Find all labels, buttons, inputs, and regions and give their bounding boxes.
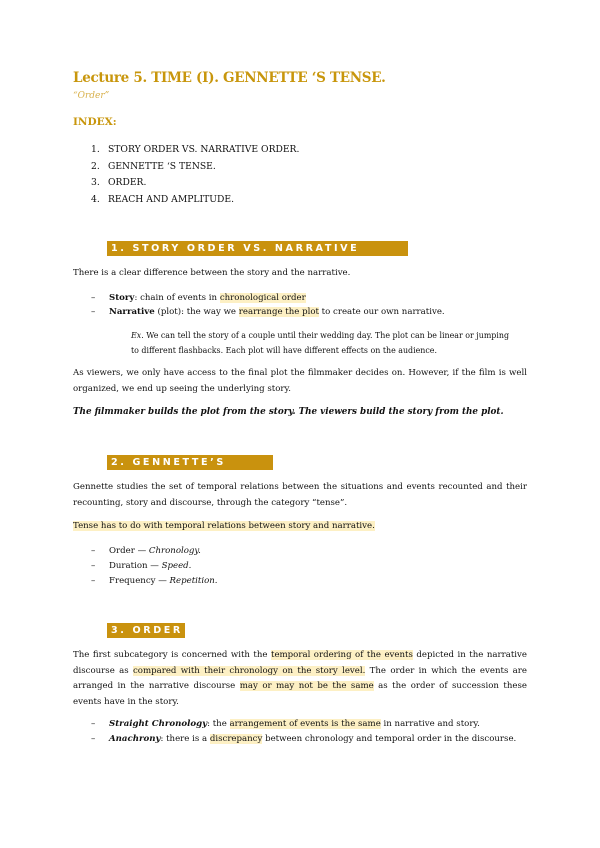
toc-item: 4. REACH AND AMPLITUDE. — [91, 193, 235, 205]
highlighted-statement: Tense has to do with temporal relations between story and narrative. — [73, 521, 375, 531]
section-heading-2: 2. GENNETTE’S TENSE . — [107, 455, 273, 470]
list-item: – Frequency — Repetition. — [91, 576, 218, 586]
paragraph: Gennette studies the set of temporal relations between the situations and events recounted and their recounting, story and discourse, through the category “tense”. — [73, 482, 527, 508]
table-of-contents — [91, 142, 299, 208]
toc-item: 3. ORDER. — [91, 177, 147, 188]
key-statement: The filmmaker builds the plot from the story. The viewers build the story from the plot. — [73, 407, 504, 417]
paragraph: As viewers, we only have access to the final plot the filmmaker decides on. However, if the film is well organized, we end up seeing the underlying story. — [73, 368, 527, 394]
document-title: Lecture 5. TIME (I). GENNETTE ‘S TENSE. — [73, 70, 386, 86]
section-heading-1: 1. STORY ORDER VS. NARRATIVE ORDER . — [107, 241, 408, 256]
section-heading-3: 3. ORDER . — [107, 623, 185, 638]
paragraph: The first subcategory is concerned with the temporal ordering of the events depicted in the narrative discourse as compared with their chronology on the story level. The order in which the events are arranged in the narrative discourse may or may not be the same as the order of succession these events have in the story. — [73, 650, 527, 707]
list-item: – Narrative (plot): the way we rearrange the plot to create our own narrative. — [91, 307, 445, 317]
list-item: – Order — Chronology. — [91, 546, 201, 556]
index-label: INDEX: — [73, 116, 117, 128]
example-note: Ex. We can tell the story of a couple until their wedding day. The plot can be linear or jumping to different flashbacks. Each plot will have different effects on the audience. — [131, 331, 510, 355]
document-subtitle: “Order” — [73, 91, 110, 101]
list-item: – Anachrony: there is a discrepancy between chronology and temporal order in the discourse. — [91, 734, 517, 744]
toc-item: 2. GENNETTE ‘S TENSE. — [91, 160, 216, 172]
list-item: – Duration — Speed. — [91, 561, 192, 571]
toc-item: 1. STORY ORDER VS. NARRATIVE ORDER. — [91, 144, 300, 155]
paragraph: There is a clear difference between the story and the narrative. — [73, 268, 351, 278]
list-item: – Story: chain of events in chronological order — [91, 293, 306, 303]
list-item: – Straight Chronology: the arrangement of events is the same in narrative and story. — [91, 719, 480, 729]
